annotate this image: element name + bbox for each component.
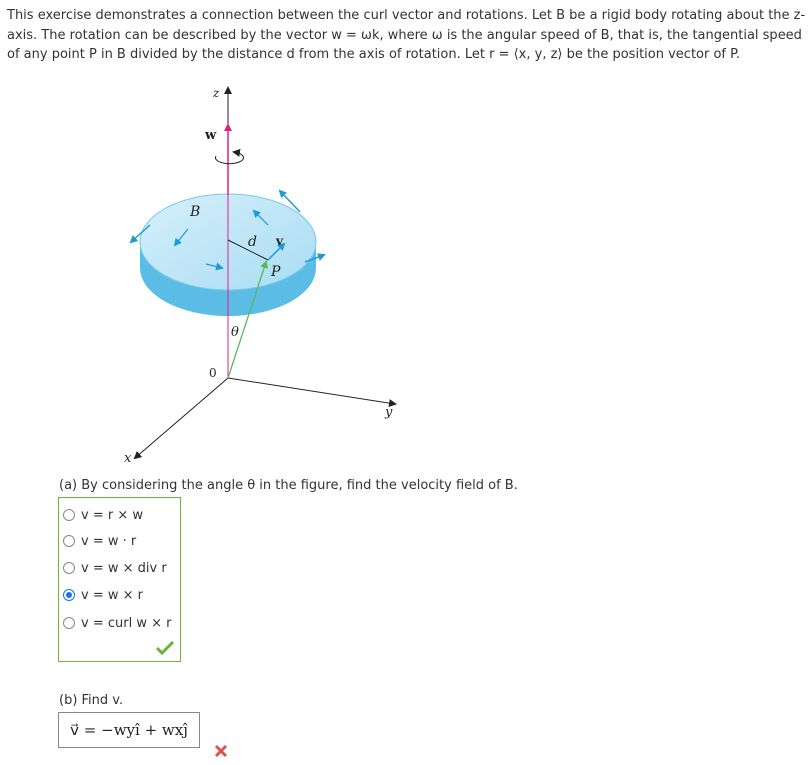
label-x: x bbox=[124, 451, 132, 466]
label-y: y bbox=[385, 405, 393, 420]
label-v: v bbox=[276, 234, 283, 248]
rotation-arrow-icon bbox=[215, 152, 243, 164]
rotation-figure bbox=[0, 70, 460, 470]
option-4[interactable] bbox=[63, 586, 143, 604]
label-B: B bbox=[190, 204, 201, 220]
option-label: v = curl w × r bbox=[81, 615, 172, 631]
option-label: v = w × div r bbox=[81, 560, 167, 576]
option-5[interactable] bbox=[63, 614, 171, 632]
radio-button[interactable] bbox=[63, 562, 75, 574]
label-z: z bbox=[213, 86, 220, 100]
radio-button[interactable] bbox=[63, 617, 75, 629]
answer-input[interactable] bbox=[58, 712, 200, 748]
radio-button[interactable] bbox=[63, 535, 75, 547]
intro-paragraph: This exercise demonstrates a connection between the curl vector and rotations. Let B be a rigid body rotating about the z-axis. The rotation can be described by the vector w = ωk, where ω is the angular speed of B, that is, the tangential speed of any point P in B divided by the distance d from the axis of rotation. Let r = ⟨x, y, z⟩ be the position vector of P. bbox=[7, 8, 806, 62]
option-2[interactable] bbox=[63, 532, 136, 550]
label-d: d bbox=[248, 234, 257, 250]
label-theta: θ bbox=[231, 325, 239, 340]
label-P: P bbox=[271, 264, 281, 280]
check-icon bbox=[156, 641, 174, 655]
label-w: w bbox=[205, 128, 217, 143]
x-axis bbox=[135, 378, 228, 458]
part-a-question: (a) By considering the angle θ in the figure, find the velocity field of B. bbox=[59, 478, 518, 493]
part-a-answer-box bbox=[58, 497, 181, 662]
option-1[interactable] bbox=[63, 506, 143, 524]
part-b-question: (b) Find v. bbox=[59, 693, 124, 708]
option-label: v = r × w bbox=[81, 507, 143, 523]
incorrect-x-icon bbox=[214, 744, 228, 758]
y-axis bbox=[228, 378, 395, 404]
radio-button-selected[interactable] bbox=[63, 589, 75, 601]
radio-button[interactable] bbox=[63, 509, 75, 521]
option-label: v = w × r bbox=[81, 587, 143, 603]
answer-value: v⃗ = −wyî + wxĵ bbox=[70, 721, 188, 739]
label-origin: 0 bbox=[209, 366, 217, 380]
option-3[interactable] bbox=[63, 559, 167, 577]
option-label: v = w · r bbox=[81, 533, 137, 549]
